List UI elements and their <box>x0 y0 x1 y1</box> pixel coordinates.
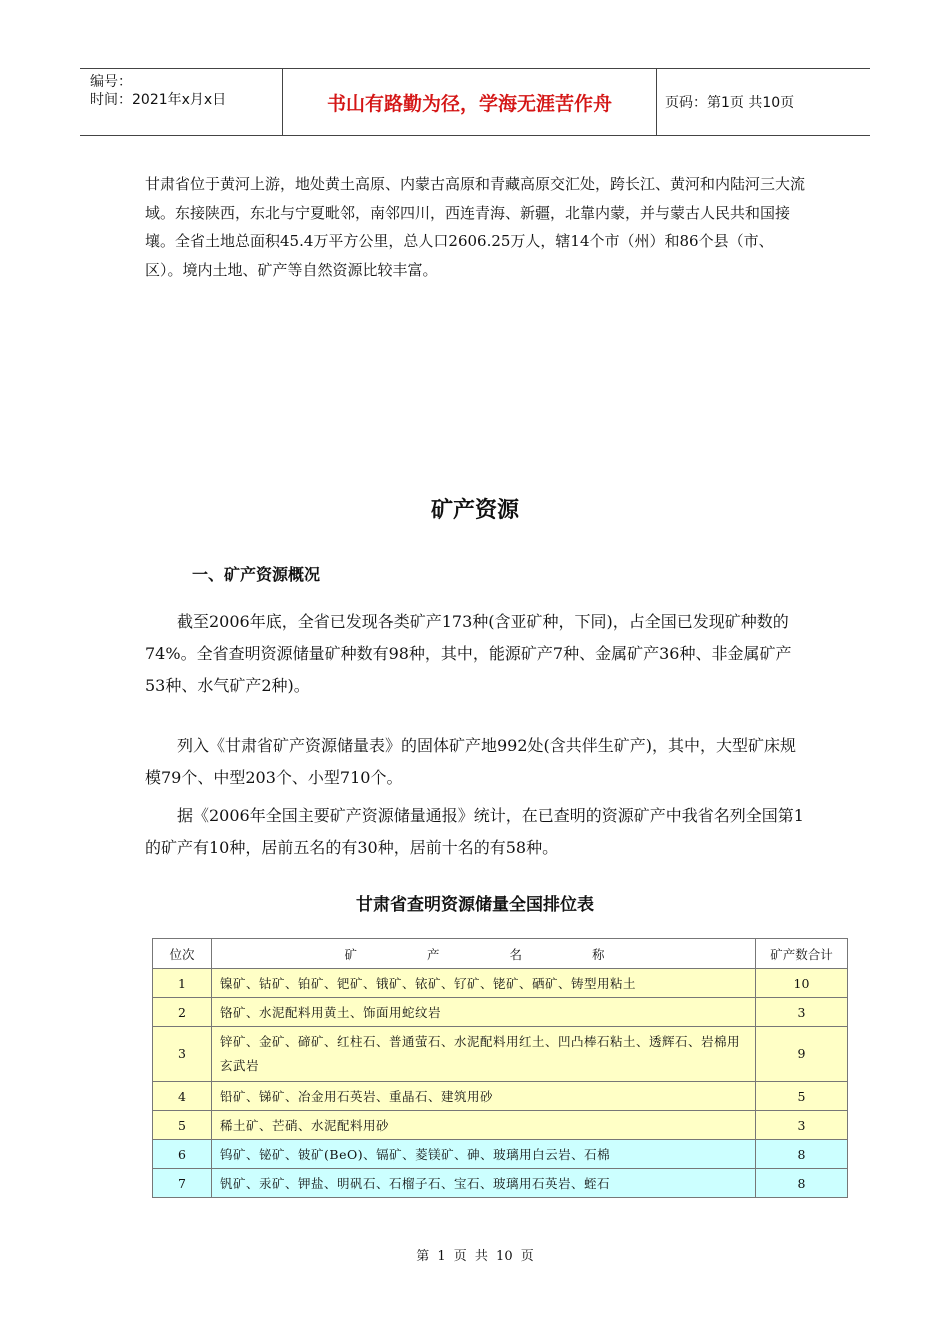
header-rank: 位次 <box>153 939 212 969</box>
cell-rank: 6 <box>153 1140 212 1169</box>
cell-count: 3 <box>756 998 848 1027</box>
header-name: 矿 产 名 称 <box>212 939 756 969</box>
cell-minerals: 稀土矿、芒硝、水泥配料用砂 <box>212 1111 756 1140</box>
cell-count: 8 <box>756 1140 848 1169</box>
cell-minerals: 铅矿、锑矿、冶金用石英岩、重晶石、建筑用砂 <box>212 1082 756 1111</box>
cell-count: 9 <box>756 1027 848 1082</box>
page-footer: 第 1 页 共 10 页 <box>416 1249 534 1264</box>
table-row <box>153 1169 848 1198</box>
cell-minerals: 锌矿、金矿、碲矿、红柱石、普通萤石、水泥配料用红土、凹凸棒石粘土、透辉石、岩棉用玄武岩 <box>212 1027 756 1082</box>
cell-rank: 2 <box>153 998 212 1027</box>
header-motto: 书山有路勤为径，学海无涯苦作舟 <box>282 69 657 135</box>
header-count: 矿产数合计 <box>756 939 848 969</box>
table-row <box>153 1140 848 1169</box>
table-row <box>153 1082 848 1111</box>
doc-number-label: 编号： <box>90 74 132 90</box>
table-row <box>153 1111 848 1140</box>
header-meta <box>80 69 282 135</box>
cell-minerals: 铬矿、水泥配料用黄土、饰面用蛇纹岩 <box>212 998 756 1027</box>
ranking-table <box>152 938 848 1198</box>
page-title: 矿产资源 <box>430 498 519 523</box>
table-row <box>153 1027 848 1082</box>
body-paragraph: 截至2006年底，全省已发现各类矿产173种(含亚矿种，下同)，占全国已发现矿种数的74%。全省查明资源储量矿种数有98种，其中，能源矿产7种、金属矿产36种、非金属矿产53种、水气矿产2种)。 <box>145 612 792 695</box>
table-title: 甘肃省查明资源储量全国排位表 <box>356 895 594 915</box>
cell-count: 10 <box>756 969 848 998</box>
cell-minerals: 钨矿、铋矿、铍矿(BeO)、镉矿、菱镁矿、砷、玻璃用白云岩、石棉 <box>212 1140 756 1169</box>
intro-paragraph: 甘肃省位于黄河上游，地处黄土高原、内蒙古高原和青藏高原交汇处，跨长江、黄河和内陆河三大流域。东接陕西，东北与宁夏毗邻，南邻四川，西连青海、新疆，北靠内蒙，并与蒙古人民共和国接壤。全省土地总面积45.4万平方公里，总人口2606.25万人，辖14个市（州）和86个县（市、区）。境内土地、矿产等自然资源比较丰富。 <box>145 175 806 279</box>
table-row <box>153 969 848 998</box>
table-header-row <box>153 939 848 969</box>
cell-rank: 1 <box>153 969 212 998</box>
body-paragraph: 列入《甘肃省矿产资源储量表》的固体矿产地992处(含共伴生矿产)，其中，大型矿床规模79个、中型203个、小型710个。 <box>145 736 797 787</box>
table-row <box>153 998 848 1027</box>
section-heading: 一、矿产资源概况 <box>192 565 321 584</box>
cell-rank: 4 <box>153 1082 212 1111</box>
cell-minerals: 钒矿、汞矿、钾盐、明矾石、石榴子石、宝石、玻璃用石英岩、蛭石 <box>212 1169 756 1198</box>
cell-rank: 5 <box>153 1111 212 1140</box>
body-paragraph: 据《2006年全国主要矿产资源储量通报》统计，在已查明的资源矿产中我省名列全国第1的矿产有10种，居前五名的有30种，居前十名的有58种。 <box>145 806 804 857</box>
cell-count: 3 <box>756 1111 848 1140</box>
cell-count: 5 <box>756 1082 848 1111</box>
header-page-code: 页码：第1页 共10页 <box>665 95 795 111</box>
cell-minerals: 镍矿、钴矿、铂矿、钯矿、锇矿、铱矿、钌矿、铑矿、硒矿、铸型用粘土 <box>212 969 756 998</box>
cell-rank: 7 <box>153 1169 212 1198</box>
doc-date-label: 时间：2021年x月x日 <box>90 92 227 108</box>
cell-count: 8 <box>756 1169 848 1198</box>
cell-rank: 3 <box>153 1027 212 1082</box>
page-header <box>80 68 870 136</box>
